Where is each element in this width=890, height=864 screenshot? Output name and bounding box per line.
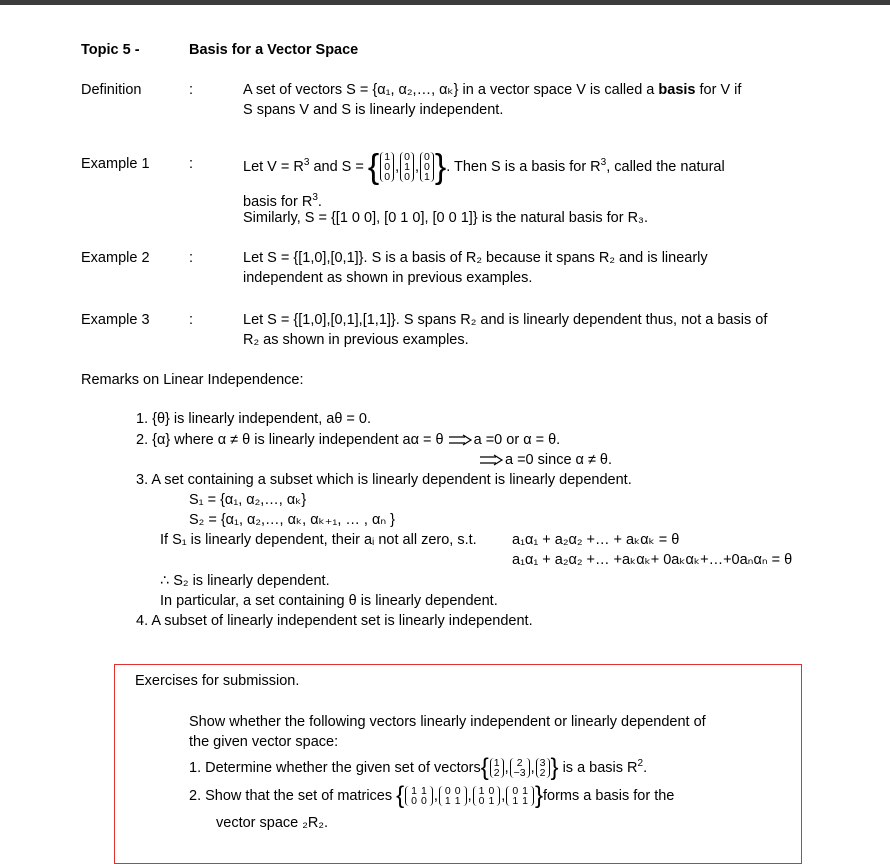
remark-1: 1. {θ} is linearly independent, aθ = 0. xyxy=(136,411,371,427)
example3-label: Example 3 xyxy=(81,312,150,328)
remark-3-if: If S₁ is linearly dependent, their aᵢ not all zero, s.t. xyxy=(160,532,477,548)
remark-3-eq2: a₁α₁ + a₂α₂ +… +aₖαₖ+ 0aₖαₖ+…+0aₙαₙ = θ xyxy=(512,552,793,568)
remark-2: 2. {α} where α ≠ θ is linearly independent aα = θ a =0 or α = θ. xyxy=(136,432,561,448)
exercises-heading: Exercises for submission. xyxy=(135,673,300,689)
example3-line1: Let S = {[1,0],[0,1],[1,1]}. S spans R₂ and is linearly dependent thus, not a basis of xyxy=(243,312,768,328)
exercise1-vector-3: 3 2 xyxy=(536,758,550,778)
exercise-2: 2. Show that the set of matrices { 1 1 0 0 , 0 0 1 1 , 1 0 0 1 , 0 1 1 1 }forms a basis for the xyxy=(189,782,675,810)
exercises-intro-line2: the given vector space: xyxy=(189,734,339,750)
exercise1-vector-2: 2 −3 xyxy=(510,758,530,778)
definition-label: Definition xyxy=(81,82,142,98)
example1-vector-3: 0 0 1 xyxy=(420,152,434,182)
remarks-heading: Remarks on Linear Independence: xyxy=(81,372,304,388)
example3-sep: : xyxy=(189,312,194,328)
exercise2-matrix-2: 0 0 1 1 xyxy=(439,786,467,806)
implies-arrow-icon xyxy=(448,434,474,446)
exercise-1: 1. Determine whether the given set of vectors{ 1 2 , 2 −3 , 3 2 } is a basis $R^2$. xyxy=(189,754,648,782)
implies-arrow-icon xyxy=(479,454,505,466)
definition-line2: S spans V and S is linearly independent. xyxy=(243,102,504,118)
example1-line2: basis for $R^3$. xyxy=(243,192,322,210)
remark-3-s1: S₁ = {α₁, α₂,…, αₖ} xyxy=(189,492,307,508)
exercise2-matrix-1: 1 1 0 0 xyxy=(405,786,433,806)
example3-line2: R₂ as shown in previous examples. xyxy=(243,332,469,348)
page-title: Basis for a Vector Space xyxy=(189,42,359,58)
exercises-intro-line1: Show whether the following vectors linearly independent or linearly dependent of xyxy=(189,714,706,730)
exercise-2-line2: vector space ₂R₂. xyxy=(216,815,328,831)
exercise2-matrix-4: 0 1 1 1 xyxy=(506,786,534,806)
example1-vector-1: 1 0 0 xyxy=(380,152,394,182)
exercise1-vector-1: 1 2 xyxy=(490,758,504,778)
example2-line2: independent as shown in previous examples. xyxy=(243,270,533,286)
example2-label: Example 2 xyxy=(81,250,150,266)
example1-line1: Let $V = R^3$ and S = { 1 0 0 , 0 1 0 , 0 0 1 }. Then S is a basis for $R^3$, called the natural xyxy=(243,148,725,187)
remark-3-eq1: a₁α₁ + a₂α₂ +… + aₖαₖ = θ xyxy=(512,532,680,548)
remark-3-s2: S₂ = {α₁, α₂,…, αₖ, αₖ₊₁, … , αₙ } xyxy=(189,512,395,528)
remark-3-therefore: ∴ S₂ is linearly dependent. xyxy=(160,573,330,589)
exercise2-matrix-3: 1 0 0 1 xyxy=(473,786,501,806)
top-border xyxy=(0,0,890,5)
definition-sep: : xyxy=(189,82,194,98)
remark-3: 3. A set containing a subset which is linearly dependent is linearly dependent. xyxy=(136,472,632,488)
example2-line1: Let S = {[1,0],[0,1]}. S is a basis of R₂ because it spans R₂ and is linearly xyxy=(243,250,708,266)
definition-line1: A set of vectors S = {α₁, α₂,…, αₖ} in a vector space V is called a basis for V if xyxy=(243,82,742,98)
example2-sep: : xyxy=(189,250,194,266)
topic-label: Topic 5 - xyxy=(81,42,140,58)
example1-vector-2: 0 1 0 xyxy=(400,152,414,182)
example1-label: Example 1 xyxy=(81,156,150,172)
example1-line3: Similarly, S = {[1 0 0], [0 1 0], [0 0 1]} is the natural basis for R₃. xyxy=(243,210,648,226)
remark-4: 4. A subset of linearly independent set is linearly independent. xyxy=(136,613,533,629)
definition-basis-term: basis xyxy=(658,82,696,98)
remark-3-particular: In particular, a set containing θ is linearly dependent. xyxy=(160,593,498,609)
example1-sep: : xyxy=(189,156,194,172)
remark-2-cont: a =0 since α ≠ θ. xyxy=(479,450,612,470)
